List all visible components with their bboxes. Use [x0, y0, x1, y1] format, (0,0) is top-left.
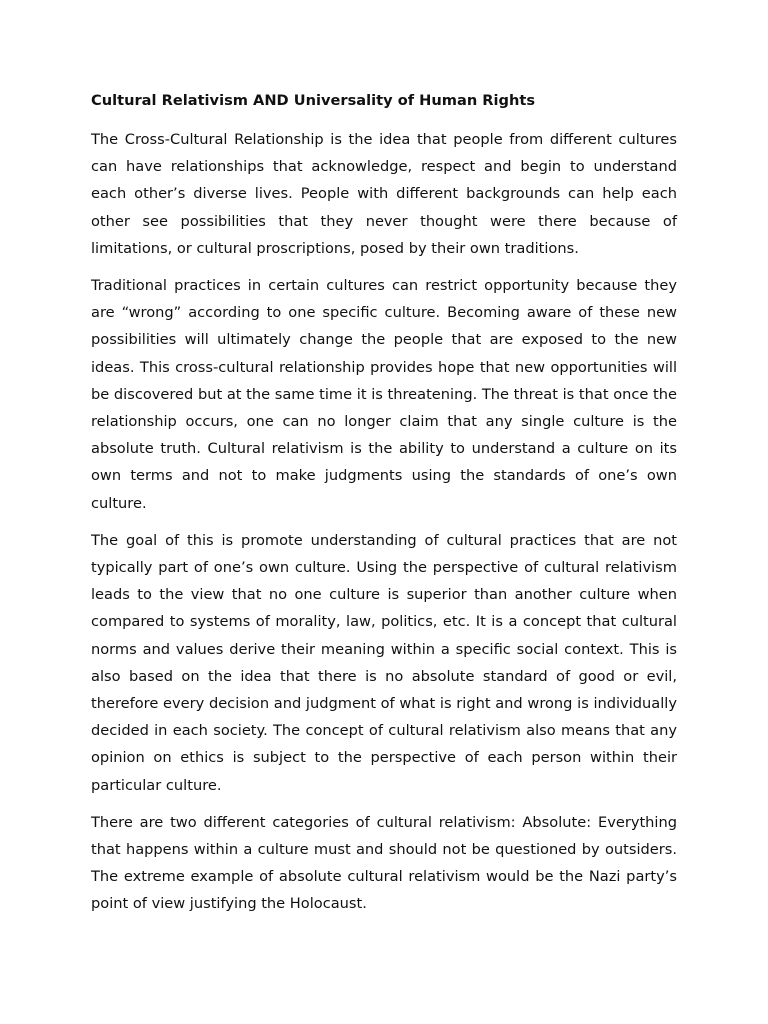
paragraph-cross-cultural-relationship: The Cross-Cultural Relationship is the idea that people from different cultures can have relationships that acknowledge, respect and begin to understand each other’s diverse lives. People with different backgrounds can help each other see possibilities that they never thought were there because of limitations, or cultural proscriptions, posed by their own traditions. [91, 131, 677, 257]
document-title: Cultural Relativism AND Universality of Human Rights [91, 92, 536, 109]
paragraph-goal: The goal of this is promote understanding of cultural practices that are not typically part of one’s own culture. Using the perspective of cultural relativism leads to the view that no one culture is superior than another culture when compared to systems of morality, law, politics, etc. It is a concept that cultural norms and values derive their meaning within a specific social context. This is also based on the idea that there is no absolute standard of good or evil, therefore every decision and judgment of what is right and wrong is individually decided in each society. The concept of cultural relativism also means that any opinion on ethics is subject to the perspective of each person within their particular culture. [91, 531, 677, 794]
paragraph-categories: There are two different categories of cultural relativism: Absolute: Everything that happens within a culture must and should not be questioned by outsiders. The extreme example of absolute cultural relativism would be the Nazi party’s point of view justifying the Holocaust. [91, 813, 677, 913]
paragraph-traditional-practices: Traditional practices in certain cultures can restrict opportunity because they are “wrong” according to one specific culture. Becoming aware of these new possibilities will ultimately change the people that are exposed to the new ideas. This cross-cultural relationship provides hope that new opportunities will be discovered but at the same time it is threatening. The threat is that once the relationship occurs, one can no longer claim that any single culture is the absolute truth. Cultural relativism is the ability to understand a culture on its own terms and not to make judgments using the standards of one’s own culture. [91, 277, 677, 512]
